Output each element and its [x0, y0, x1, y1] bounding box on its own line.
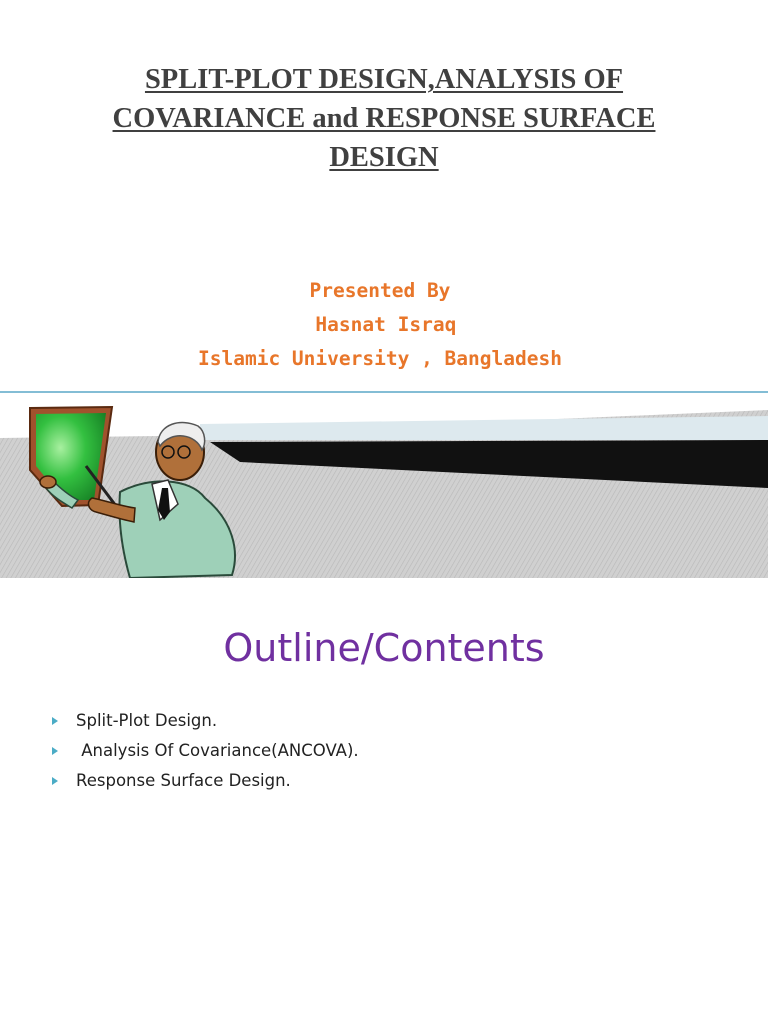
title-line: SPLIT-PLOT DESIGN,ANALYSIS OF: [144, 64, 624, 95]
list-item-text: Response Surface Design.: [76, 771, 291, 790]
outline-heading: Outline/Contents: [223, 626, 545, 670]
slide-title: [20, 60, 748, 177]
slide-2: [0, 590, 768, 1024]
title-line: DESIGN: [329, 142, 439, 173]
presenter-affiliation: Islamic University , Bangladesh: [198, 347, 562, 370]
list-item-text: Split-Plot Design.: [76, 711, 218, 730]
outline-list: [52, 706, 359, 796]
presented-by-label: Presented By: [309, 279, 451, 302]
list-item-text: Analysis Of Covariance(ANCOVA).: [76, 741, 359, 760]
triangle-bullet-icon: [52, 717, 58, 725]
list-item: [52, 706, 218, 736]
presenter-name: Hasnat Israq: [303, 313, 457, 336]
triangle-bullet-icon: [52, 777, 58, 785]
list-item: [52, 766, 291, 796]
presenter-info: [0, 274, 760, 376]
list-item: [52, 736, 359, 766]
teacher-banner-illustration: [0, 380, 768, 578]
triangle-bullet-icon: [52, 747, 58, 755]
title-line: COVARIANCE and RESPONSE SURFACE: [112, 103, 656, 134]
